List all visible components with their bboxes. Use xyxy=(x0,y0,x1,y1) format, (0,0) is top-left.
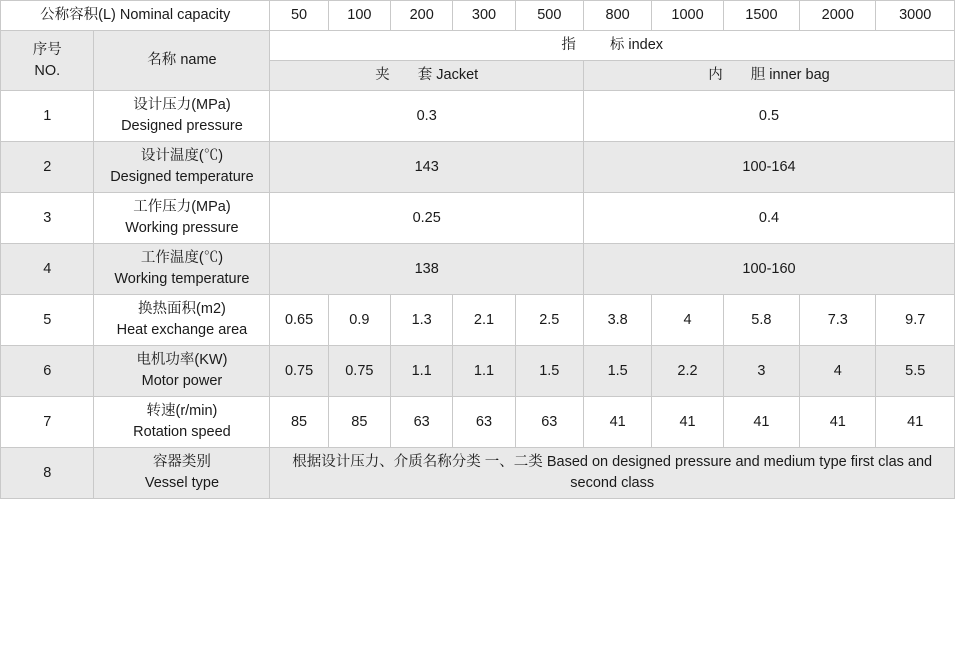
row-inner-value: 100-164 xyxy=(583,142,954,193)
table-row xyxy=(1,142,955,193)
row-value: 41 xyxy=(652,397,723,448)
row-no: 1 xyxy=(1,91,94,142)
row-name xyxy=(94,346,270,397)
row-name-en: Designed pressure xyxy=(121,118,243,135)
capacity-value: 2000 xyxy=(800,1,876,31)
row-value: 1.5 xyxy=(583,346,651,397)
row-value: 0.75 xyxy=(328,346,390,397)
row-no: 7 xyxy=(1,397,94,448)
row-value: 41 xyxy=(723,397,799,448)
innerbag-header-cell xyxy=(583,61,954,91)
row-name-en: Designed temperature xyxy=(110,169,254,186)
row-no: 5 xyxy=(1,295,94,346)
capacity-header-cell xyxy=(1,1,270,31)
row-value: 85 xyxy=(328,397,390,448)
index-header-en: index xyxy=(628,37,664,54)
index-header-cn2: 标 xyxy=(609,37,625,54)
row-no: 8 xyxy=(1,448,94,499)
row-no: 6 xyxy=(1,346,94,397)
row-name-en: Working pressure xyxy=(125,220,239,237)
capacity-value: 200 xyxy=(391,1,453,31)
table-row xyxy=(1,448,955,499)
row-value: 2.1 xyxy=(453,295,515,346)
row-value: 4 xyxy=(652,295,723,346)
row-jacket-value: 0.25 xyxy=(270,193,584,244)
row-value: 1.1 xyxy=(391,346,453,397)
no-header-cell xyxy=(1,31,94,91)
row-value: 63 xyxy=(391,397,453,448)
row-no: 4 xyxy=(1,244,94,295)
row-value: 2.2 xyxy=(652,346,723,397)
row-no: 2 xyxy=(1,142,94,193)
row-value: 3.8 xyxy=(583,295,651,346)
row-text: 根据设计压力、介质名称分类 一、二类 Based on designed pressure and medium type first clas and second class xyxy=(270,448,955,499)
table-row xyxy=(1,193,955,244)
row-value: 1.1 xyxy=(453,346,515,397)
row-name-cn: 电机功率(KW) xyxy=(136,352,228,369)
row-value: 2.5 xyxy=(515,295,583,346)
table-row xyxy=(1,244,955,295)
innerbag-header-en: inner bag xyxy=(769,67,830,84)
row-name-en: Working temperature xyxy=(114,271,250,288)
row-value: 41 xyxy=(583,397,651,448)
row-value: 0.9 xyxy=(328,295,390,346)
row-value: 7.3 xyxy=(800,295,876,346)
capacity-value: 800 xyxy=(583,1,651,31)
row-name-en: Vessel type xyxy=(144,475,220,492)
name-header-en: name xyxy=(180,52,217,69)
row-value: 41 xyxy=(800,397,876,448)
capacity-header-cn: 公称容积(L) xyxy=(40,7,116,23)
row-name xyxy=(94,244,270,295)
table-row-capacity-header xyxy=(1,1,955,31)
capacity-value: 300 xyxy=(453,1,515,31)
row-value: 63 xyxy=(453,397,515,448)
row-name xyxy=(94,91,270,142)
row-name xyxy=(94,397,270,448)
row-value: 41 xyxy=(876,397,955,448)
row-inner-value: 0.5 xyxy=(583,91,954,142)
index-header-cn1: 指 xyxy=(561,37,576,54)
table-row xyxy=(1,295,955,346)
row-no: 3 xyxy=(1,193,94,244)
row-jacket-value: 143 xyxy=(270,142,584,193)
jacket-header-cn2: 套 xyxy=(417,67,433,84)
row-name xyxy=(94,193,270,244)
row-value: 3 xyxy=(723,346,799,397)
row-jacket-value: 0.3 xyxy=(270,91,584,142)
innerbag-header-cn1: 内 xyxy=(708,67,723,84)
row-name-cn: 转速(r/min) xyxy=(146,403,218,420)
capacity-value: 3000 xyxy=(876,1,955,31)
capacity-value: 1000 xyxy=(652,1,723,31)
no-header-en: NO. xyxy=(34,62,61,79)
table-row xyxy=(1,397,955,448)
row-value: 1.5 xyxy=(515,346,583,397)
no-header-cn: 序号 xyxy=(32,41,62,58)
row-name xyxy=(94,295,270,346)
table-row xyxy=(1,91,955,142)
row-name xyxy=(94,448,270,499)
name-header-cn: 名称 xyxy=(147,52,177,69)
row-name-en: Rotation speed xyxy=(133,424,231,441)
row-value: 5.8 xyxy=(723,295,799,346)
name-header-cell xyxy=(94,31,270,91)
row-value: 0.65 xyxy=(270,295,328,346)
row-value: 9.7 xyxy=(876,295,955,346)
capacity-value: 1500 xyxy=(723,1,799,31)
row-name xyxy=(94,142,270,193)
row-value: 85 xyxy=(270,397,328,448)
row-name-cn: 换热面积(m2) xyxy=(138,301,226,318)
row-value: 63 xyxy=(515,397,583,448)
table-row xyxy=(1,346,955,397)
row-value: 0.75 xyxy=(270,346,328,397)
row-jacket-value: 138 xyxy=(270,244,584,295)
row-name-en: Heat exchange area xyxy=(116,322,248,339)
row-inner-value: 0.4 xyxy=(583,193,954,244)
capacity-value: 100 xyxy=(328,1,390,31)
row-name-en: Motor power xyxy=(141,373,223,390)
row-name-cn: 工作温度(℃) xyxy=(140,250,224,267)
jacket-header-cell xyxy=(270,61,584,91)
row-value: 5.5 xyxy=(876,346,955,397)
row-inner-value: 100-160 xyxy=(583,244,954,295)
capacity-value: 50 xyxy=(270,1,328,31)
capacity-header-en: Nominal capacity xyxy=(119,7,231,23)
row-name-cn: 工作压力(MPa) xyxy=(133,199,231,216)
jacket-header-cn1: 夹 xyxy=(375,67,390,84)
index-header-cell xyxy=(270,31,955,61)
row-name-cn: 容器类别 xyxy=(152,454,211,471)
table-row-index-header xyxy=(1,31,955,61)
row-name-cn: 设计温度(℃) xyxy=(140,148,224,165)
row-value: 1.3 xyxy=(391,295,453,346)
jacket-header-en: Jacket xyxy=(436,67,479,84)
row-value: 4 xyxy=(800,346,876,397)
capacity-value: 500 xyxy=(515,1,583,31)
innerbag-header-cn2: 胆 xyxy=(750,67,766,84)
row-name-cn: 设计压力(MPa) xyxy=(133,97,231,114)
